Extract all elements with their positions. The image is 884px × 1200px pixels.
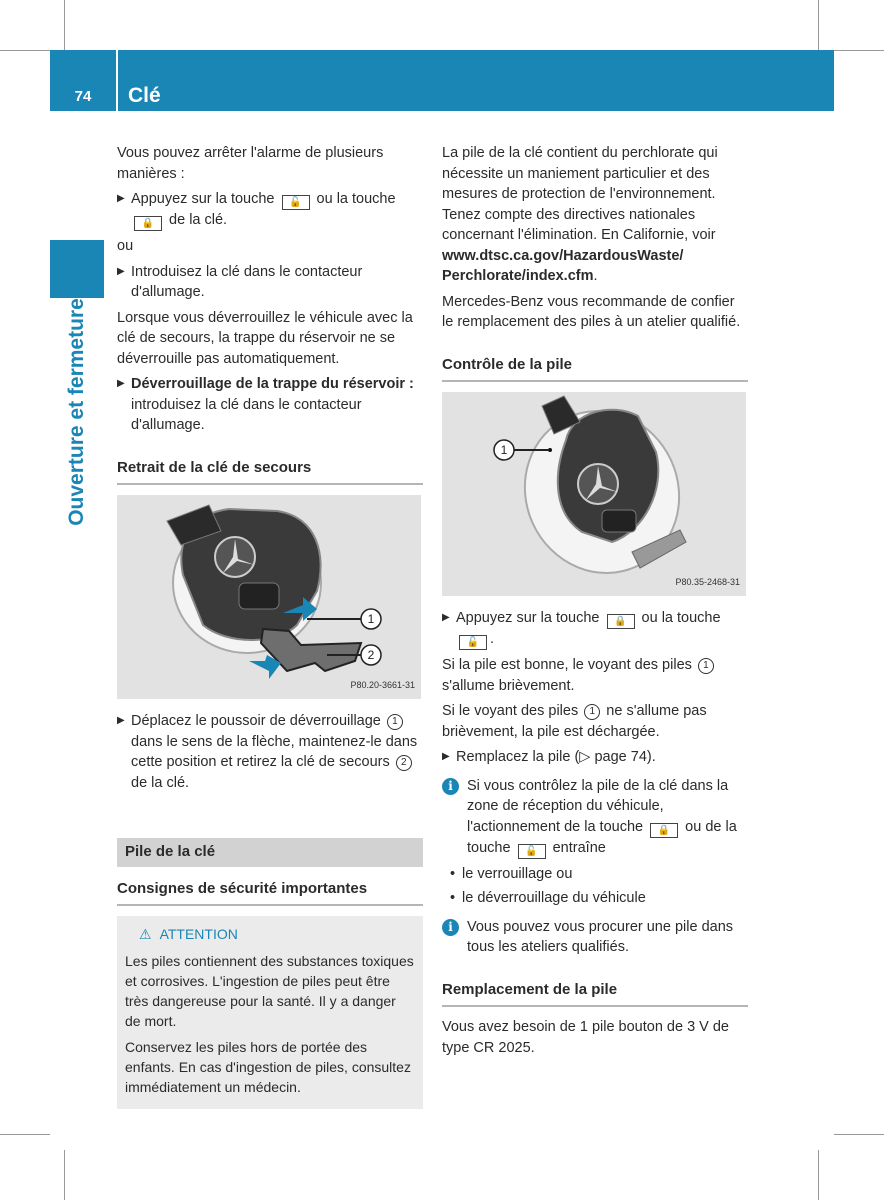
list-item: ▶ Appuyez sur la touche 🔓 ou la touche 🔒 de la clé. [117, 189, 423, 231]
list-item: ▶ Introduisez la clé dans le contacteur d'allumage. [117, 262, 423, 303]
list-item: ▶ Remplacez la pile (▷ page 74). [442, 747, 748, 768]
crop-mark [818, 0, 819, 50]
intro-text: Vous pouvez arrêter l'alarme de plusieurs manières : [117, 145, 384, 182]
header-bar [50, 50, 834, 111]
warning-text: Les piles contiennent des substances toxiques et corrosives. L'ingestion de piles peut être très dangereuse pour la santé. Il y a danger de mort. [125, 952, 414, 1029]
figure-battery-check [442, 392, 746, 596]
lock-key-icon: 🔒 [134, 216, 162, 231]
sub-text: Si la pile est bonne, le voyant des piles 1 s'allume brièvement. [442, 655, 748, 696]
paragraph: La pile de la clé contient du perchlorate qui nécessite un maniement particulier et des mesures de protection de l'environnement. Tenez compte des directives nationales concernant l'élimination. En Californie, voir www.dtsc.ca.gov/HazardousWaste/ Perchlorate/index.cfm. [442, 145, 718, 284]
list-item: ▶ Déplacez le poussoir de déverrouillage 1 dans le sens de la flèche, maintenez-le dans cette position et retirez la clé de secours 2 de la clé. [117, 711, 423, 793]
list-item: • le déverrouillage du véhicule [450, 888, 748, 909]
warning-heading: ⚠ ATTENTION [125, 924, 415, 945]
list-item: • le verrouillage ou [450, 864, 748, 885]
crop-mark [64, 0, 65, 50]
side-tab-title: Ouverture et fermeture [65, 298, 88, 526]
or-text: ou [117, 238, 134, 254]
warning-box [117, 916, 423, 1109]
crop-mark [0, 50, 50, 51]
dtsc-link[interactable]: www.dtsc.ca.gov/HazardousWaste/ Perchlorate/index.cfm [442, 247, 684, 284]
section-heading: Retrait de la clé de secours [117, 458, 423, 486]
warning-text: Conservez les piles hors de portée des enfants. En cas d'ingestion de piles, consultez immédiatement un médecin. [125, 1038, 411, 1095]
gray-section-title: Pile de la clé [117, 838, 423, 867]
page-title: Clé [128, 84, 161, 107]
info-icon: i [442, 919, 459, 936]
paragraph: Vous avez besoin de 1 pile bouton de 3 V de type CR 2025. [442, 1019, 729, 1056]
section-heading: Consignes de sécurité importantes [117, 879, 423, 907]
key-removal-illustration [117, 495, 421, 699]
header-separator [116, 50, 118, 111]
unlock-key-icon: 🔓 [518, 844, 546, 859]
sub-text: Si le voyant des piles 1 ne s'allume pas brièvement, la pile est déchargée. [442, 703, 707, 740]
right-column [442, 143, 748, 1063]
figure-code: P80.35-2468-31 [675, 576, 740, 587]
lock-key-icon: 🔒 [650, 823, 678, 838]
crop-mark [834, 50, 884, 51]
crop-mark [834, 1134, 884, 1135]
section-heading: Remplacement de la pile [442, 980, 748, 1008]
lock-key-icon: 🔒 [607, 614, 635, 629]
info-note: i Vous pouvez vous procurer une pile dans tous les ateliers qualifiés. [442, 917, 748, 958]
callout-2-label: 2 [367, 648, 375, 662]
callout-ref-2: 2 [396, 755, 412, 771]
callout-ref-1: 1 [387, 714, 403, 730]
section-heading: Contrôle de la pile [442, 355, 748, 383]
info-icon: i [442, 778, 459, 795]
unlock-key-icon: 🔓 [459, 635, 487, 650]
paragraph: Mercedes-Benz vous recommande de confier le remplacement des piles à un atelier qualifié. [442, 293, 741, 330]
list-item: ▶ Appuyez sur la touche 🔒 ou la touche 🔓 . [442, 608, 748, 650]
crop-mark [0, 1134, 50, 1135]
callout-1-label: 1 [500, 443, 508, 457]
paragraph: Lorsque vous déverrouillez le véhicule avec la clé de secours, la trappe du réservoir ne se déverrouille pas automatiquement. [117, 309, 413, 367]
list-item: ▶ Déverrouillage de la trappe du réservoir : introduisez la clé dans le contacteur d'allumage. [117, 374, 423, 436]
page-number: 74 [74, 88, 92, 105]
side-tab-marker [50, 240, 104, 298]
figure-key-removal [117, 495, 421, 699]
figure-code: P80.20-3661-31 [350, 679, 415, 690]
warning-triangle-icon: ⚠ [139, 926, 152, 942]
unlock-key-icon: 🔓 [282, 195, 310, 210]
battery-check-illustration [442, 392, 746, 596]
callout-ref-1: 1 [584, 704, 600, 720]
callout-1-label: 1 [367, 612, 375, 626]
crop-mark [64, 1150, 65, 1200]
left-column [117, 143, 423, 1109]
info-note: i Si vous contrôlez la pile de la clé dans la zone de réception du véhicule, l'actionnement de la touche 🔒 ou de la touche 🔓 entraîne [442, 776, 748, 859]
callout-ref-1: 1 [698, 658, 714, 674]
crop-mark [818, 1150, 819, 1200]
